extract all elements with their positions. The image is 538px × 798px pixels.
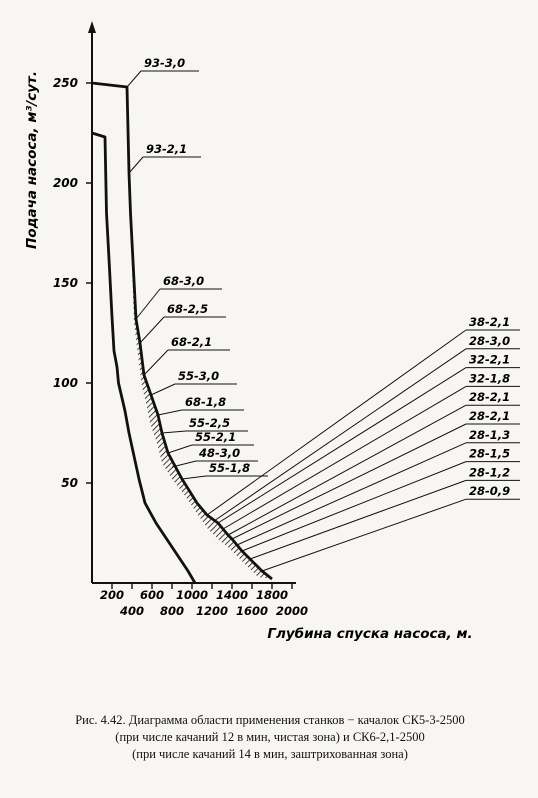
annotation-label: 68-1,8 <box>185 395 227 409</box>
plot-area <box>53 21 520 618</box>
annotation-label: 28-1,5 <box>469 446 511 461</box>
annotation-label: 28-1,3 <box>469 427 511 442</box>
x-tick-label: 1200 <box>195 604 229 618</box>
annotation-leader <box>262 499 466 571</box>
annotation-label: 55-2,1 <box>195 430 237 444</box>
y-axis-label: Подача насоса, м³/сут. <box>24 71 40 249</box>
annotation-label: 28-2,1 <box>469 390 511 405</box>
x-tick-label: 200 <box>99 588 125 602</box>
annotation-label: 55-2,5 <box>189 416 231 430</box>
annotation-leader <box>242 462 466 551</box>
y-tick-label: 150 <box>52 276 78 290</box>
x-tick-label: 1000 <box>175 588 209 602</box>
caption-line-2: (при числе качаний 12 в мин, чистая зона) и СК6-2,1-2500 <box>115 730 425 744</box>
annotation-label: 68-3,0 <box>163 274 205 288</box>
annotation-leader <box>127 71 141 87</box>
annotation-label: 93-2,1 <box>146 142 188 156</box>
boundary-inner <box>92 133 195 583</box>
x-tick-label: 400 <box>119 604 145 618</box>
annotation-label: 68-2,1 <box>171 335 213 349</box>
annotation-leader <box>223 386 466 529</box>
x-tick-label: 1600 <box>235 604 269 618</box>
annotation-leader <box>218 368 466 523</box>
y-tick-label: 50 <box>61 476 78 490</box>
annotation-label: 28-1,2 <box>469 465 511 480</box>
annotation-leader <box>129 157 143 173</box>
caption-line-1: Рис. 4.42. Диаграмма области применения станков − качалок СК5-3-2500 <box>75 713 465 727</box>
x-tick-label: 800 <box>159 604 185 618</box>
x-axis-label: Глубина спуска насоса, м. <box>267 626 473 642</box>
figure-caption <box>30 712 510 763</box>
annotation-leader <box>162 431 186 433</box>
annotation-leader <box>144 350 168 375</box>
y-tick-label: 100 <box>52 376 78 390</box>
x-tick-label: 2000 <box>275 604 309 618</box>
annotation-label: 32-2,1 <box>469 352 511 367</box>
annotation-label: 38-2,1 <box>469 315 511 329</box>
annotation-label: 28-0,9 <box>469 484 511 499</box>
annotation-leader <box>136 289 160 319</box>
annotation-label: 28-3,0 <box>469 333 511 348</box>
annotation-label: 28-2,1 <box>469 409 511 423</box>
annotation-leader <box>158 410 182 415</box>
annotation-leader <box>250 480 466 559</box>
caption-line-3: (при числе качаний 14 в мин, заштрихованная зона) <box>132 747 408 761</box>
annotation-leader <box>237 443 466 545</box>
annotation-label: 55-3,0 <box>178 369 220 383</box>
y-tick-label: 250 <box>52 76 78 90</box>
annotation-leader <box>151 384 175 395</box>
annotation-leader <box>172 461 196 467</box>
annotation-leader <box>168 445 192 453</box>
annotation-leader <box>214 349 466 521</box>
annotation-label: 68-2,5 <box>167 302 209 316</box>
y-axis-arrow <box>88 21 96 33</box>
annotation-label: 48-3,0 <box>199 446 241 460</box>
x-tick-label: 1800 <box>255 588 289 602</box>
annotation-label: 55-1,8 <box>209 461 251 475</box>
x-tick-label: 600 <box>139 588 165 602</box>
annotation-label: 32-1,8 <box>469 371 511 386</box>
annotation-leader <box>228 405 466 535</box>
annotation-leader <box>182 476 206 479</box>
annotation-leader <box>140 317 164 343</box>
annotation-label: 93-3,0 <box>144 56 186 70</box>
y-tick-label: 200 <box>52 176 78 190</box>
x-tick-label: 1400 <box>215 588 249 602</box>
